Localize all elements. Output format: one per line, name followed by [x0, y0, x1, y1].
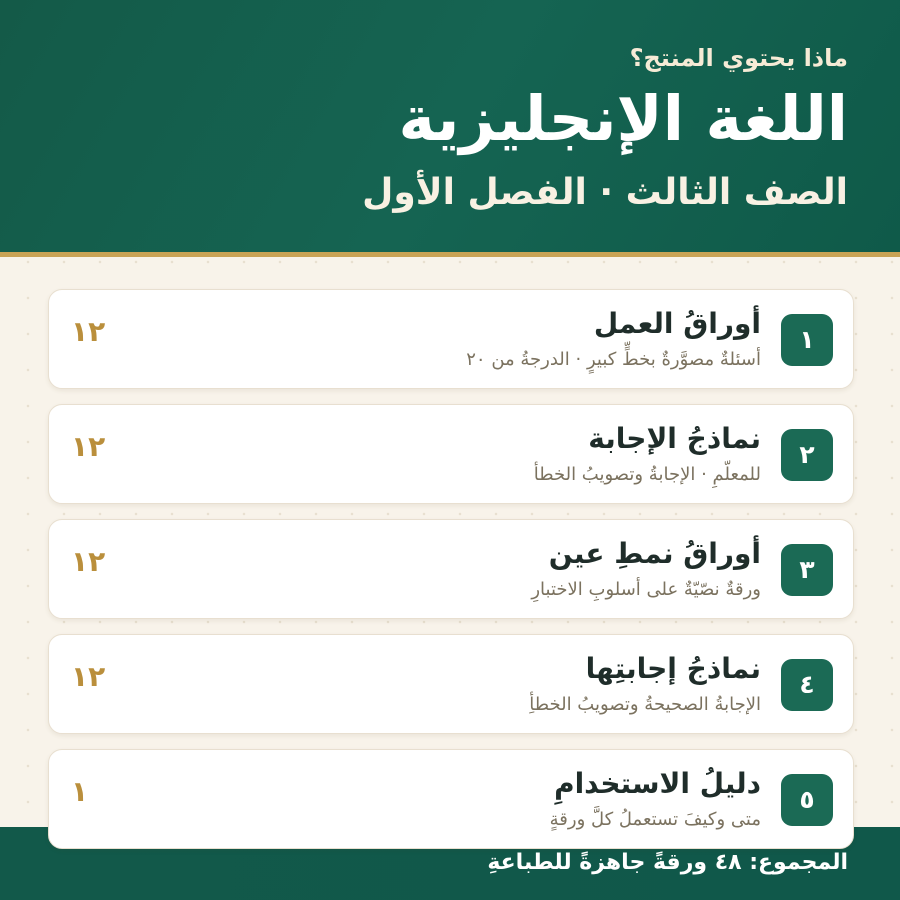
- item-title: دليلُ الاستخدامِ: [554, 767, 761, 800]
- item-description: للمعلّمِ · الإجابةُ وتصويبُ الخطأ: [533, 464, 761, 485]
- item-count: ١٢: [71, 315, 106, 348]
- item-number-badge: ٥: [781, 774, 833, 826]
- item-description: متى وكيفَ تستعملُ كلَّ ورقةٍ: [549, 809, 761, 830]
- header-kicker: ماذا يحتوي المنتج؟: [629, 44, 848, 72]
- item-count: ١٢: [71, 430, 106, 463]
- item-title: نماذجُ إجابتِها: [585, 652, 761, 685]
- content-card-usage-guide: [48, 749, 854, 849]
- item-count: ١٢: [71, 545, 106, 578]
- item-count: ١: [71, 775, 89, 808]
- item-number-badge: ٤: [781, 659, 833, 711]
- item-description: الإجابةُ الصحيحةُ وتصويبُ الخطأِ: [529, 694, 761, 715]
- total-summary: المجموع: ٤٨ ورقةً جاهزةً للطباعةِ: [487, 850, 848, 875]
- content-card-ain-pattern: [48, 519, 854, 619]
- content-card-pattern-answers: [48, 634, 854, 734]
- item-title: نماذجُ الإجابة: [588, 422, 761, 455]
- item-number-badge: ٣: [781, 544, 833, 596]
- item-number-badge: ٢: [781, 429, 833, 481]
- item-description: أسئلةٌ مصوَّرةٌ بخطٍّ كبيرٍ · الدرجةُ من ٢٠: [466, 349, 761, 370]
- item-title: أوراقُ نمطِ عين: [548, 537, 761, 570]
- item-count: ١٢: [71, 660, 106, 693]
- page-title: اللغة الإنجليزية: [398, 82, 848, 155]
- item-number-badge: ١: [781, 314, 833, 366]
- content-card-worksheets: [48, 289, 854, 389]
- header-banner: [0, 0, 900, 252]
- grade-term-subtitle: الصف الثالث · الفصل الأول: [362, 172, 848, 213]
- gold-divider: [0, 252, 900, 257]
- item-description: ورقةٌ نصّيّةٌ على أسلوبِ الاختبارِ: [531, 579, 761, 600]
- item-title: أوراقُ العمل: [593, 307, 761, 340]
- content-card-answer-models: [48, 404, 854, 504]
